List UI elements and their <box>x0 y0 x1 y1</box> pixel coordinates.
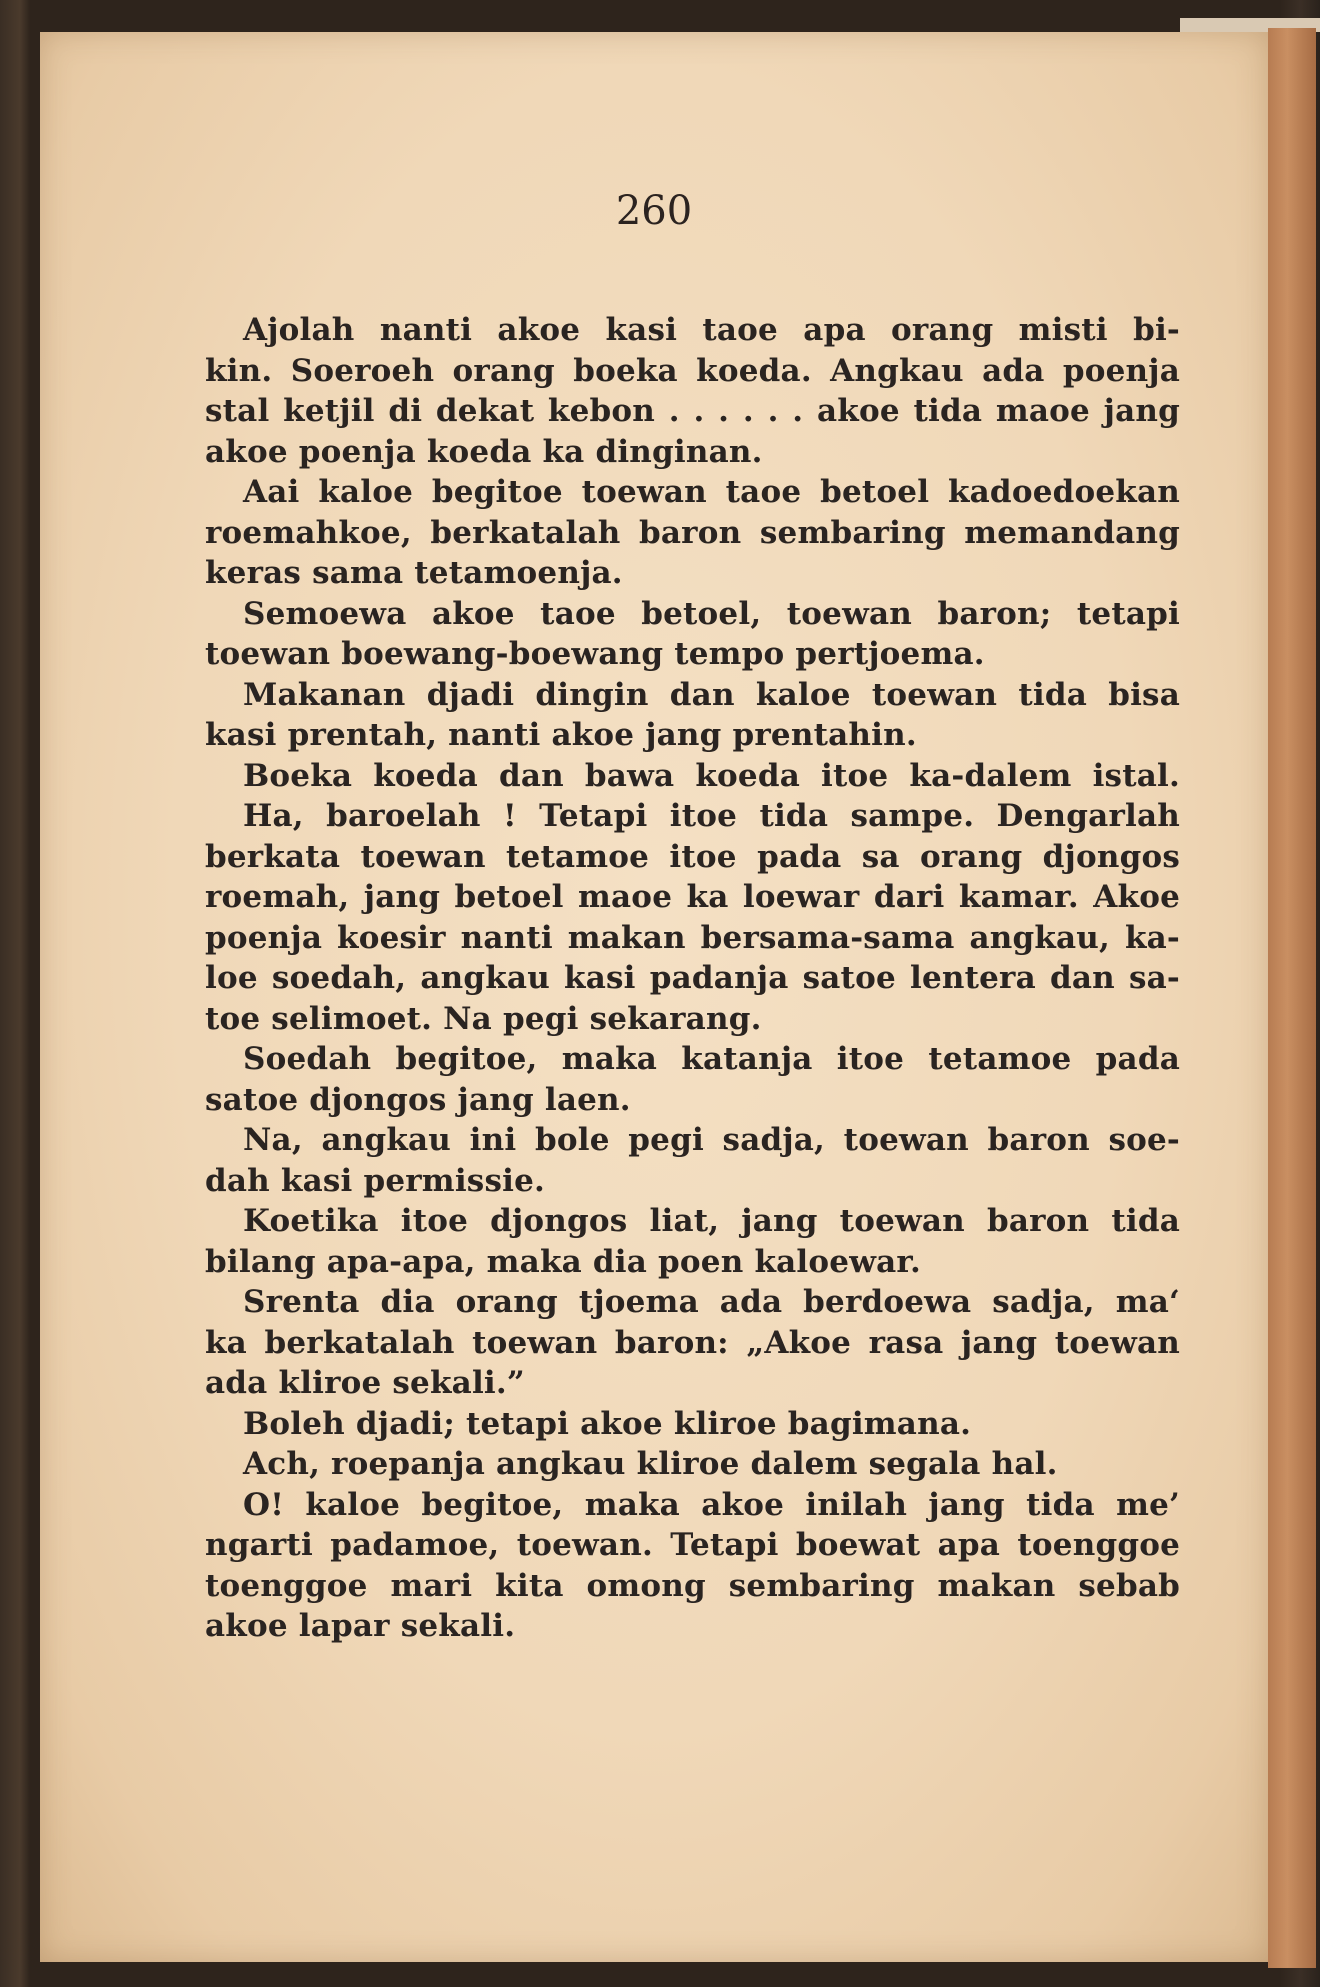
text-line: Na, angkau ini bole pegi sadja, toewan baron soe- <box>243 1122 1180 1158</box>
text-line: Koetika itoe djongos liat, jang toewan baron tida <box>243 1203 1180 1239</box>
text-line: Makanan djadi dingin dan kaloe toewan tida bisa <box>243 676 1180 713</box>
text-line: Semoewa akoe taoe betoel, toewan baron; tetapi <box>243 595 1180 632</box>
text-line: Boleh djadi; tetapi akoe kliroe bagimana. <box>243 1405 972 1442</box>
text-line: kasi prentah, nanti akoe jang prentahin. <box>205 717 917 753</box>
text-line: roemahkoe, berkatalah baron sembaring memandang <box>205 514 1180 551</box>
text-line: stal ketjil di dekat kebon . . . . . . akoe tida maoe jang <box>205 393 1180 429</box>
text-line: poenja koesir nanti makan bersama-sama angkau, ka- <box>205 919 1180 956</box>
text-line: Ha, baroelah ! Tetapi itoe tida sampe. Dengarlah <box>243 798 1180 834</box>
text-line: ada kliroe sekali.” <box>205 1365 525 1401</box>
text-line: Soedah begitoe, maka katanja itoe tetamoe pada <box>243 1041 1180 1077</box>
text-line: kin. Soeroeh orang boeka koeda. Angkau ada poenja <box>205 352 1180 389</box>
text-line: Srenta dia orang tjoema ada berdoewa sadja, ma‘ <box>243 1284 1180 1320</box>
text-line: akoe poenja koeda ka dinginan. <box>205 433 763 470</box>
text-line: dah kasi permissie. <box>205 1162 545 1199</box>
text-line: O! kaloe begitoe, maka akoe inilah jang tida me’ <box>243 1486 1180 1523</box>
text-line: bilang apa-apa, maka dia poen kaloewar. <box>205 1243 922 1280</box>
text-line: toe selimoet. Na pegi sekarang. <box>205 1000 762 1037</box>
text-line: Boeka koeda dan bawa koeda itoe ka-dalem istal. <box>243 757 1180 794</box>
text-line: Ach, roepanja angkau kliroe dalem segala hal. <box>243 1446 1058 1482</box>
adjacent-page-edge <box>1268 28 1316 1968</box>
text-line: satoe djongos jang laen. <box>205 1081 631 1118</box>
page-number: 260 <box>615 188 693 234</box>
text-line: berkata toewan tetamoe itoe pada sa orang djongos <box>205 838 1180 875</box>
text-line: ngarti padamoe, toewan. Tetapi boewat apa toenggoe <box>205 1527 1180 1563</box>
text-line: toenggoe mari kita omong sembaring makan sebab <box>205 1567 1180 1604</box>
text-line: roemah, jang betoel maoe ka loewar dari kamar. Akoe <box>205 879 1180 915</box>
text-line: akoe lapar sekali. <box>205 1608 516 1644</box>
body-text <box>205 310 1180 1647</box>
text-line: toewan boewang-boewang tempo pertjoema. <box>205 636 985 672</box>
text-line: Aai kaloe begitoe toewan taoe betoel kadoedoekan <box>243 474 1180 510</box>
book-page <box>40 32 1268 1962</box>
text-line: Ajolah nanti akoe kasi taoe apa orang misti bi- <box>243 312 1180 348</box>
text-line: keras sama tetamoenja. <box>205 555 623 591</box>
text-line: ka berkatalah toewan baron: „Akoe rasa jang toewan <box>205 1324 1180 1361</box>
text-line: loe soedah, angkau kasi padanja satoe lentera dan sa- <box>205 960 1180 996</box>
